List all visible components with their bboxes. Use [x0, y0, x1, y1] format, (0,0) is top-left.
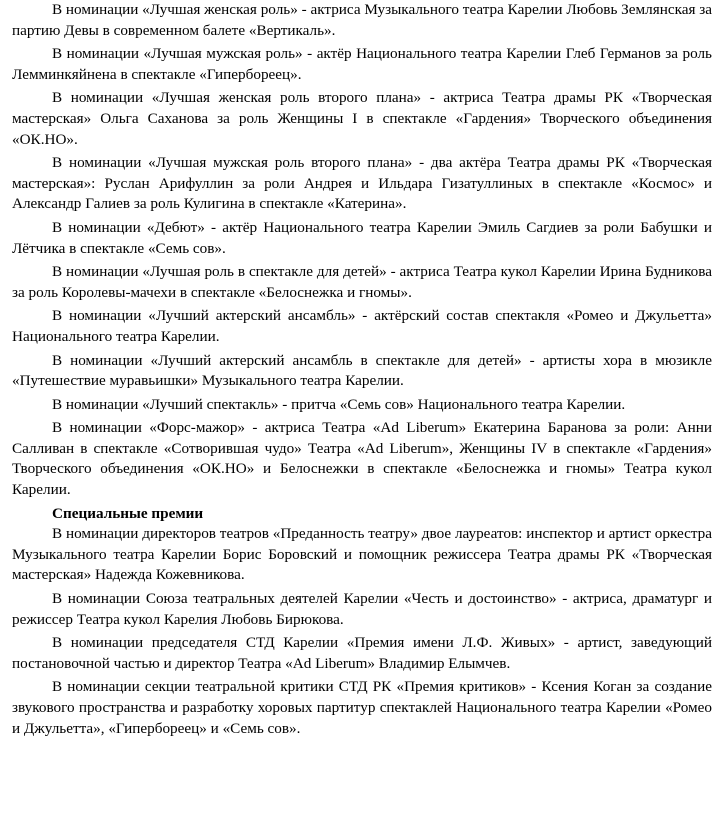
award-paragraph-best-actress: В номинации «Лучшая женская роль» - актриса Музыкального театра Карелии Любовь Землянская за партию Девы в современном балете «Вертикаль». — [12, 1, 712, 39]
special-paragraph-honor: В номинации Союза театральных деятелей Карелии «Честь и достоинство» - актриса, драматург и режиссер Театра кукол Карелия Любовь Бирюкова. — [12, 590, 712, 628]
award-paragraph-supporting-actor: В номинации «Лучшая мужская роль второго плана» - два актёра Театра драмы РК «Творческая мастерская»: Руслан Арифуллин за роли Андрея и Ильдара Гизатуллиных в спектакле «Космос» и Александр Галиев за роль Кулигина в спектакле «Катерина». — [12, 154, 712, 213]
special-paragraph-zhivykh-prize: В номинации председателя СТД Карелии «Премия имени Л.Ф. Живых» - артист, заведующий постановочной частью и директор Театра «Ad Liberum» Владимир Елымчев. — [12, 634, 712, 672]
award-paragraph-force-majeure: В номинации «Форс-мажор» - актриса Театра «Ad Liberum» Екатерина Баранова за роли: Анни Салливан в спектакле «Сотворившая чудо» Театра «Ad Liberum», Женщины IV в спектакле «Гардения» Творческого объединения «ОК.НО» и Белоснежки в спектакле «Белоснежка и гномы» Театра кукол Карелии. — [12, 419, 712, 499]
special-paragraph-devotion: В номинации директоров театров «Преданность театру» двое лауреатов: инспектор и артист оркестра Музыкального театра Карелии Борис Боровский и помощник режиссера Театра драмы РК «Творческая мастерская» Надежда Кожевникова. — [12, 525, 712, 584]
special-prizes-heading: Специальные премии — [52, 504, 204, 522]
special-paragraph-critics-prize: В номинации секции театральной критики СТД РК «Премия критиков» - Ксения Коган за создание звукового пространства и разработку хоровых партитур спектаклей Национального театра Карелии «Ромео и Джульетта», «Гипербореец» и «Семь сов». — [12, 678, 712, 737]
award-paragraph-children-ensemble: В номинации «Лучший актерский ансамбль в спектакле для детей» - артисты хора в мюзикле «Путешествие муравьишки» Музыкального театра Карелии. — [12, 351, 712, 390]
award-paragraph-best-actor: В номинации «Лучшая мужская роль» - актёр Национального театра Карелии Глеб Германов за роль Лемминкяйнена в спектакле «Гипербореец». — [12, 45, 712, 83]
award-paragraph-best-performance: В номинации «Лучший спектакль» - притча «Семь сов» Национального театра Карелии. — [52, 395, 626, 413]
award-paragraph-ensemble: В номинации «Лучший актерский ансамбль» - актёрский состав спектакля «Ромео и Джульетта» Национального театра Карелии. — [12, 307, 712, 345]
award-paragraph-debut: В номинации «Дебют» - актёр Национального театра Карелии Эмиль Сагдиев за роли Бабушки и Лётчика в спектакле «Семь сов». — [12, 218, 712, 257]
document-body — [12, 0, 712, 739]
award-paragraph-children-role: В номинации «Лучшая роль в спектакле для детей» - актриса Театра кукол Карелии Ирина Будникова за роль Королевы-мачехи в спектакле «Белоснежка и гномы». — [12, 263, 712, 301]
award-paragraph-supporting-actress: В номинации «Лучшая женская роль второго плана» - актриса Театра драмы РК «Творческая мастерская» Ольга Саханова за роль Женщины I в спектакле «Гардения» Творческого объединения «ОК.НО». — [12, 89, 712, 148]
